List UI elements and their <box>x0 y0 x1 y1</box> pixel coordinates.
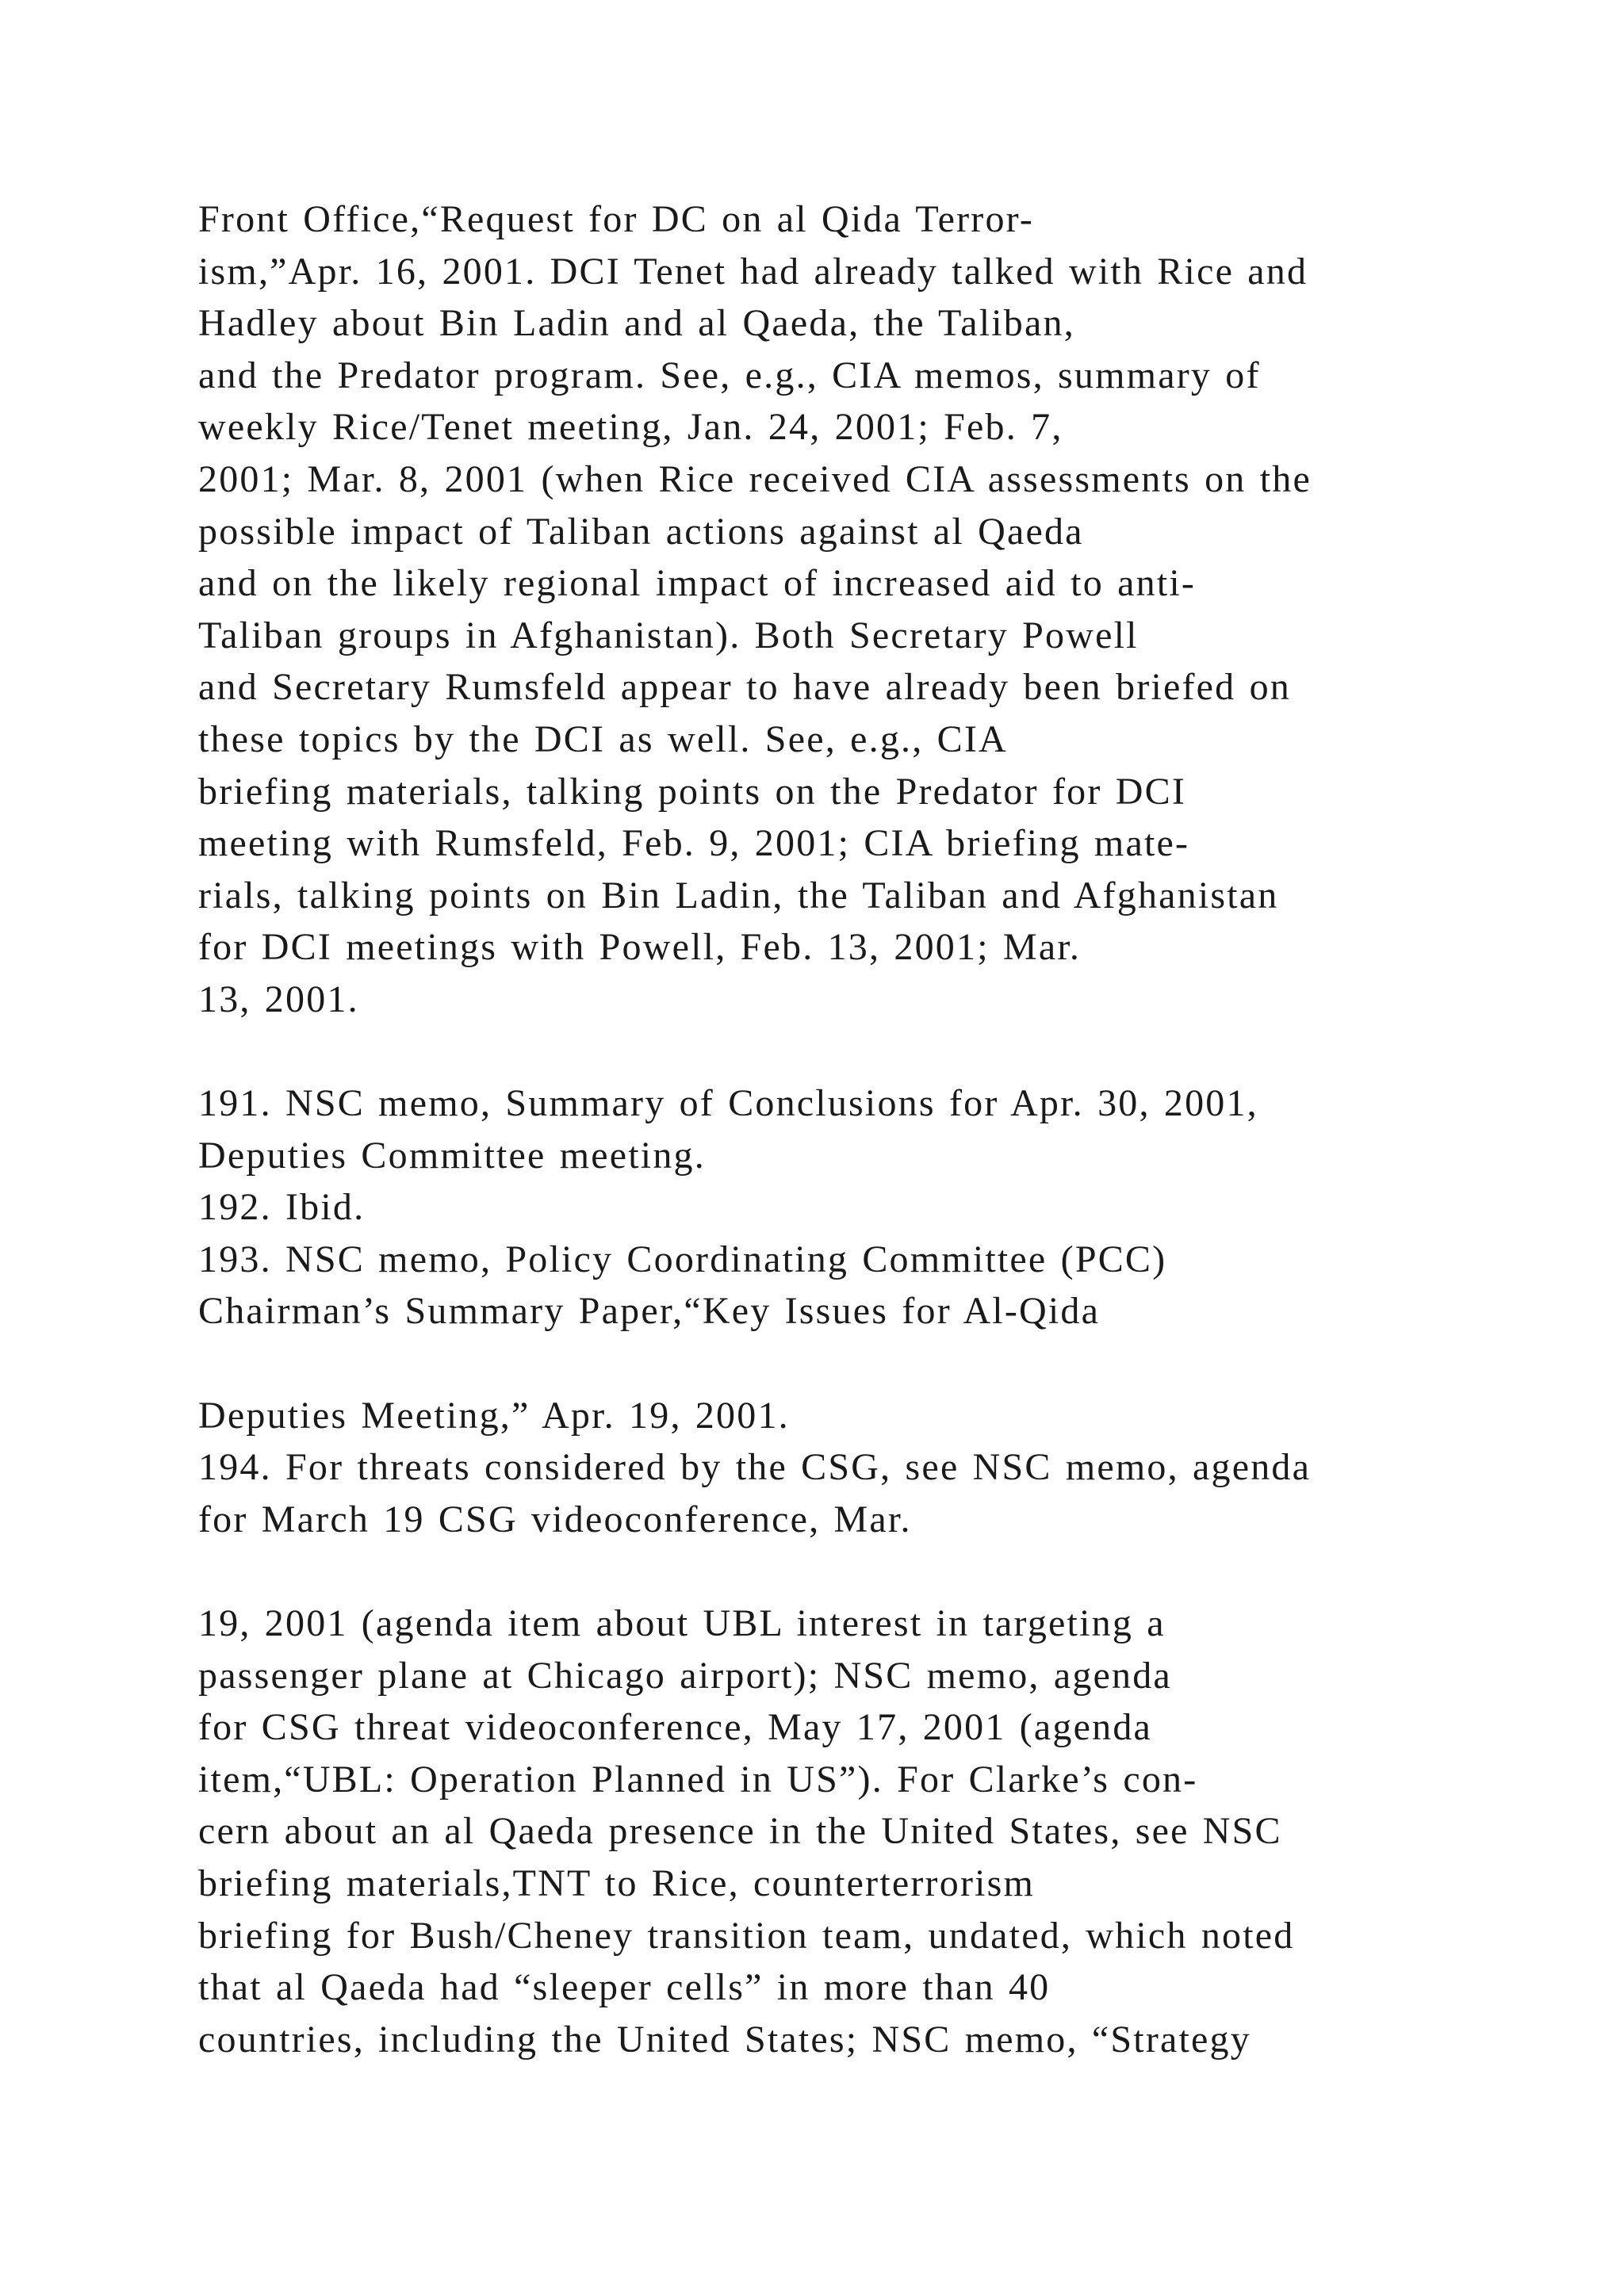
text-line: cern about an al Qaeda presence in the United States, see NSC <box>198 1810 1282 1853</box>
text-line: and the Predator program. See, e.g., CIA memos, summary of <box>198 354 1261 396</box>
text-line: rials, talking points on Bin Ladin, the Taliban and Afghanistan <box>198 874 1279 916</box>
text-line: ism,”Apr. 16, 2001. DCI Tenet had already talked with Rice and <box>198 250 1308 293</box>
text-line: weekly Rice/Tenet meeting, Jan. 24, 2001; Feb. 7, <box>198 406 1063 449</box>
text-line: 13, 2001. <box>198 978 359 1020</box>
text-line: for March 19 CSG videoconference, Mar. <box>198 1498 912 1540</box>
text-line: Front Office,“Request for DC on al Qida Terror- <box>198 198 1035 240</box>
blank-line <box>198 1545 1451 1598</box>
text-line: these topics by the DCI as well. See, e.g., CIA <box>198 718 1008 760</box>
text-line: 192. Ibid. <box>198 1186 366 1229</box>
text-line: Deputies Committee meeting. <box>198 1134 706 1177</box>
text-line: 2001; Mar. 8, 2001 (when Rice received CIA assessments on the <box>198 457 1312 500</box>
text-line: passenger plane at Chicago airport); NSC memo, agenda <box>198 1654 1172 1697</box>
text-line: briefing materials,TNT to Rice, counterterrorism <box>198 1862 1036 1904</box>
text-line: Deputies Meeting,” Apr. 19, 2001. <box>198 1394 790 1437</box>
text-line: possible impact of Taliban actions against al Qaeda <box>198 510 1084 553</box>
text-line: 19, 2001 (agenda item about UBL interest in targeting a <box>198 1602 1166 1645</box>
text-line: 193. NSC memo, Policy Coordinating Committee (PCC) <box>198 1238 1167 1280</box>
text-line: for DCI meetings with Powell, Feb. 13, 2001; Mar. <box>198 926 1082 969</box>
text-line: meeting with Rumsfeld, Feb. 9, 2001; CIA briefing mate- <box>198 822 1190 865</box>
text-line: that al Qaeda had “sleeper cells” in more than 40 <box>198 1966 1051 2009</box>
text-line: 194. For threats considered by the CSG, see NSC memo, agenda <box>198 1446 1312 1489</box>
blank-line <box>198 1026 1451 1078</box>
text-line: briefing materials, talking points on the Predator for DCI <box>198 770 1187 813</box>
text-line: briefing for Bush/Cheney transition team, undated, which noted <box>198 1914 1295 1957</box>
text-line: Chairman’s Summary Paper,“Key Issues for Al-Qida <box>198 1290 1101 1333</box>
text-line: 191. NSC memo, Summary of Conclusions for Apr. 30, 2001, <box>198 1082 1258 1125</box>
text-line: countries, including the United States; NSC memo, “Strategy <box>198 2018 1251 2061</box>
text-line: and on the likely regional impact of increased aid to anti- <box>198 562 1197 605</box>
text-line: item,“UBL: Operation Planned in US”). For Clarke’s con- <box>198 1758 1198 1800</box>
text-line: Hadley about Bin Ladin and al Qaeda, the Taliban, <box>198 302 1075 345</box>
document-text <box>198 193 1451 2065</box>
text-line: Taliban groups in Afghanistan). Both Secretary Powell <box>198 614 1139 656</box>
blank-line <box>198 1337 1451 1390</box>
text-line: for CSG threat videoconference, May 17, 2001 (agenda <box>198 1706 1153 1749</box>
text-line: and Secretary Rumsfeld appear to have already been briefed on <box>198 666 1291 709</box>
